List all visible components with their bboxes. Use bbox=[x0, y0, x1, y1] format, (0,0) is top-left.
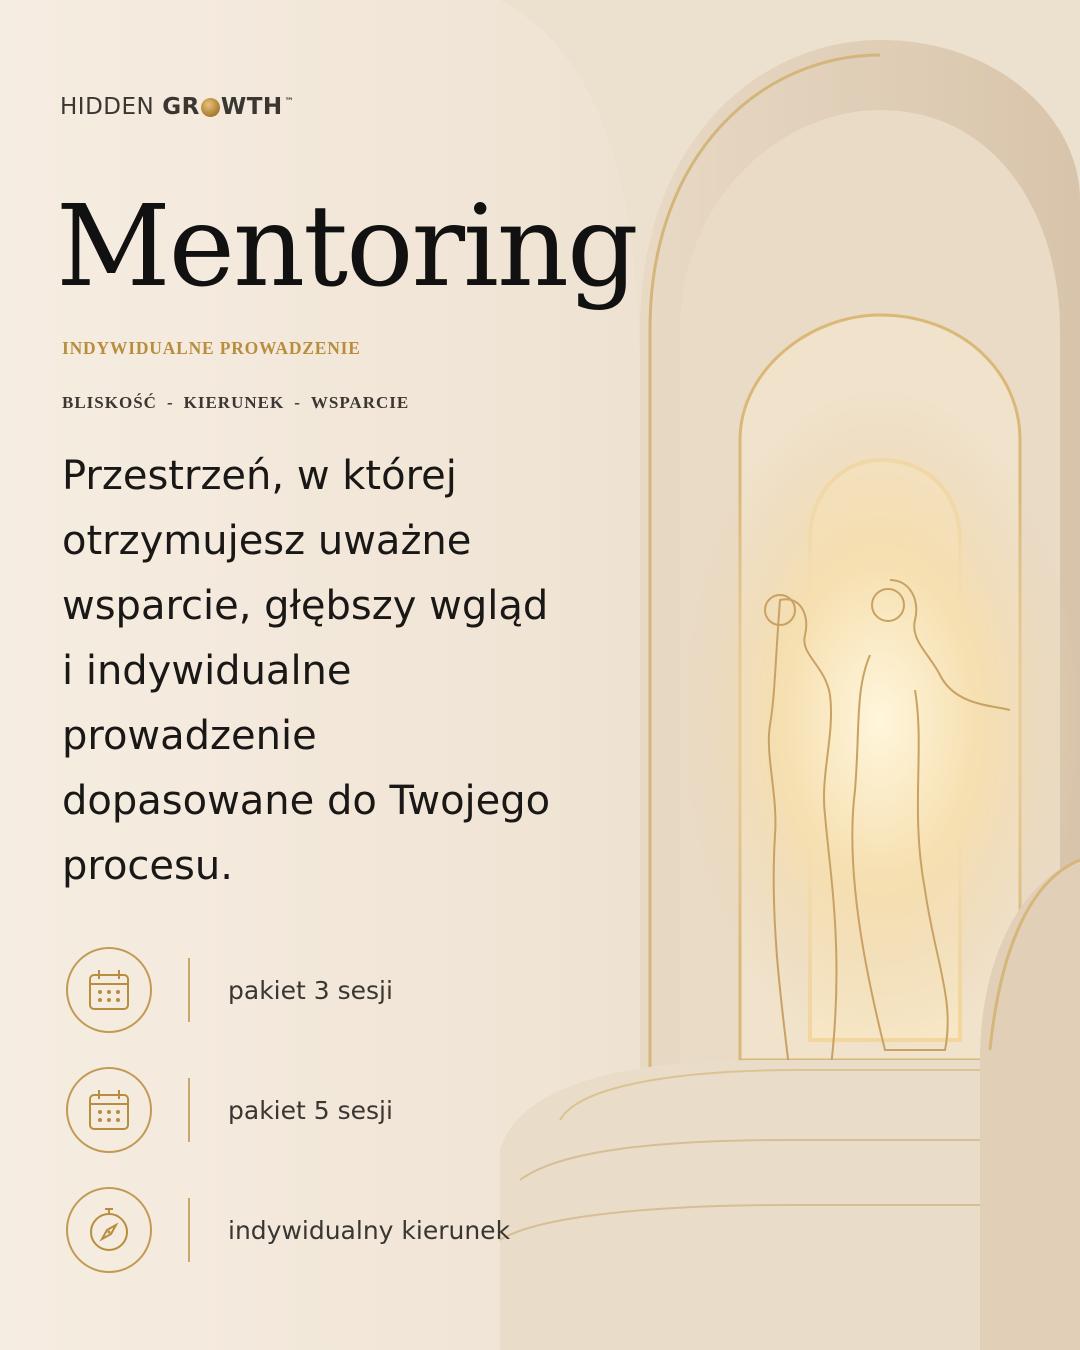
description-line: dopasowane do Twojego bbox=[62, 778, 551, 824]
description-line: Przestrzeń, w której bbox=[62, 453, 457, 499]
page-title: Mentoring bbox=[56, 182, 637, 312]
feature-item-individual-direction bbox=[66, 1184, 510, 1276]
calendar-icon bbox=[86, 1087, 132, 1133]
globe-icon bbox=[201, 98, 220, 117]
feature-divider bbox=[188, 1078, 190, 1142]
subtitle: INDYWIDUALNE PROWADZENIE bbox=[62, 338, 361, 358]
trademark-symbol: ™ bbox=[284, 97, 295, 107]
description-line: prowadzenie bbox=[62, 713, 317, 759]
feature-label: pakiet 3 sesji bbox=[228, 975, 393, 1005]
feature-icon-circle bbox=[66, 1067, 152, 1153]
description-line: wsparcie, głębszy wgląd bbox=[62, 583, 549, 629]
feature-item-5-sessions bbox=[66, 1064, 393, 1156]
description-line: i indywidualne bbox=[62, 648, 352, 694]
brand-name-light: HIDDEN bbox=[60, 94, 155, 120]
compass-icon bbox=[85, 1206, 133, 1254]
feature-divider bbox=[188, 1198, 190, 1262]
calendar-icon bbox=[86, 967, 132, 1013]
value-separator: - bbox=[166, 393, 174, 412]
value-direction: KIERUNEK bbox=[183, 393, 285, 412]
values-line bbox=[62, 393, 409, 413]
feature-item-3-sessions bbox=[66, 944, 393, 1036]
feature-icon-circle bbox=[66, 947, 152, 1033]
feature-label: indywidualny kierunek bbox=[228, 1215, 511, 1245]
brand-name-bold-part-2: WTH bbox=[220, 94, 283, 120]
feature-label: pakiet 5 sesji bbox=[228, 1095, 393, 1125]
description bbox=[62, 444, 622, 899]
description-line: procesu. bbox=[62, 843, 233, 889]
description-line: otrzymujesz uważne bbox=[62, 518, 472, 564]
brand-name-bold bbox=[162, 94, 294, 120]
feature-divider bbox=[188, 958, 190, 1022]
value-support: WSPARCIE bbox=[310, 393, 410, 412]
brand-logo bbox=[60, 92, 294, 122]
value-separator: - bbox=[294, 393, 301, 412]
feature-icon-circle bbox=[66, 1187, 152, 1273]
brand-name-bold-part-1: GR bbox=[162, 94, 200, 120]
value-closeness: BLISKOŚĆ bbox=[62, 393, 157, 412]
